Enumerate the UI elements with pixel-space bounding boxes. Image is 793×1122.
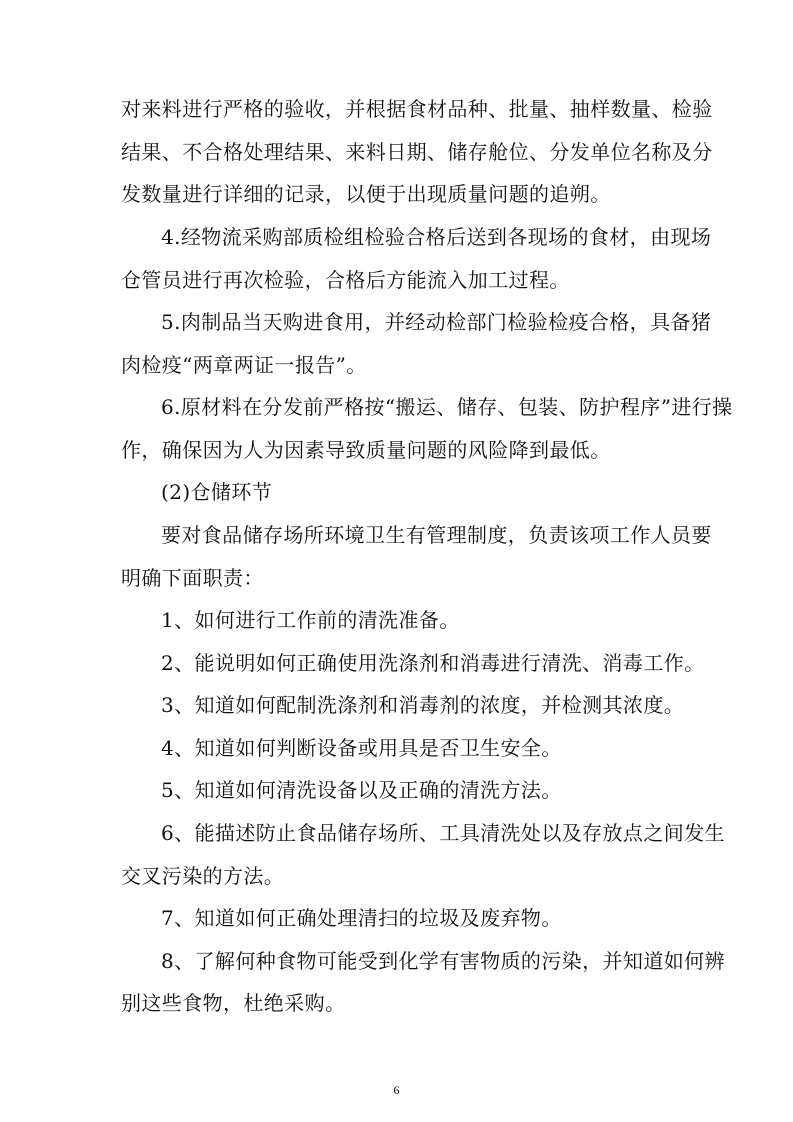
- list-item: 2、能说明如何正确使用洗涤剂和消毒进行清洗、消毒工作。: [161, 651, 705, 675]
- text-line: 别这些食物，杜绝采购。: [121, 991, 346, 1015]
- text-line: 仓管员进行再次检验，合格后方能流入加工过程。: [121, 268, 570, 292]
- list-item: 4、知道如何判断设备或用具是否卫生安全。: [161, 736, 562, 760]
- text-line: 肉检疫“两章两证一报告”。: [121, 353, 367, 377]
- text-line: 要对食品储存场所环境卫生有管理制度，负责该项工作人员要: [161, 523, 712, 547]
- page-number: 6: [393, 1083, 400, 1097]
- text-line: 发数量进行详细的记录，以便于出现质量问题的追朔。: [121, 182, 611, 206]
- list-item: 8、了解何种食物可能受到化学有害物质的污染，并知道如何辨: [161, 949, 725, 973]
- list-item: 5、知道如何清洗设备以及正确的清洗方法。: [161, 778, 562, 802]
- list-item: 6、能描述防止食品储存场所、工具清洗处以及存放点之间发生: [161, 821, 725, 845]
- text-line: 6.原材料在分发前严格按“搬运、储存、包装、防护程序”进行操: [161, 395, 733, 419]
- text-line: 对来料进行严格的验收，并根据食材品种、批量、抽样数量、检验: [121, 97, 713, 121]
- text-line: 4.经物流采购部质检组检验合格后送到各现场的食材，由现场: [161, 225, 712, 249]
- text-line: 结果、不合格处理结果、来料日期、储存舱位、分发单位名称及分: [121, 140, 713, 164]
- text-line: 明确下面职责：: [121, 566, 264, 590]
- text-line: 交叉污染的方法。: [121, 864, 285, 888]
- list-item: 1、如何进行工作前的清洗准备。: [161, 608, 460, 632]
- text-line: 5.肉制品当天购进食用，并经动检部门检验检疫合格，具备猪: [161, 310, 712, 334]
- section-heading: (2)仓储环节: [161, 480, 273, 504]
- text-line: 作，确保因为人为因素导致质量问题的风险降到最低。: [121, 438, 611, 462]
- list-item: 3、知道如何配制洗涤剂和消毒剂的浓度，并检测其浓度。: [161, 693, 685, 717]
- list-item: 7、知道如何正确处理清扫的垃圾及废弃物。: [161, 906, 562, 930]
